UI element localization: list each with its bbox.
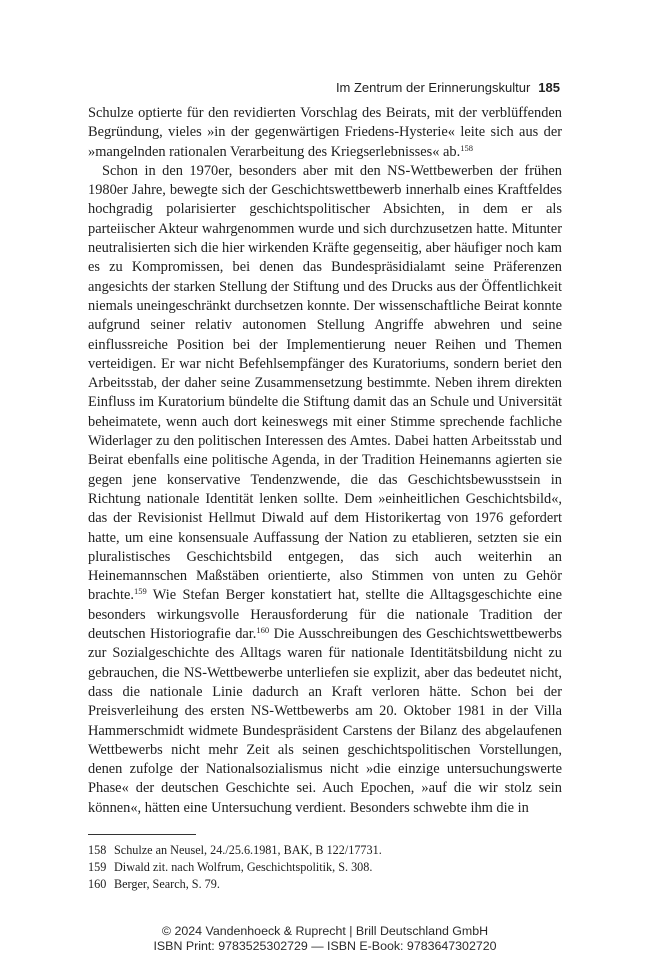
footnote [88, 876, 562, 893]
footnote [88, 859, 562, 876]
footnotes [88, 842, 562, 893]
footnote-number: 159 [88, 860, 107, 874]
footnote-ref-159: 159 [133, 586, 147, 597]
footnote-number: 160 [88, 877, 107, 891]
paragraph-1 [88, 104, 562, 162]
footnote-text: Berger, Search, S. 79. [114, 877, 220, 891]
paragraph-2 [88, 162, 562, 818]
paragraph-text: Wie Stefan Berger konstatiert hat, stellte die Alltagsgeschichte eine besonders wirkungsvolle Herausforderung für die nationale Tradition der deutschen Historiografie dar. [88, 587, 562, 643]
footnote-text: Schulze an Neusel, 24./25.6.1981, BAK, B 122/17731. [114, 843, 382, 857]
isbn-line: ISBN Print: 9783525302729 — ISBN E-Book: 9783647302720 [153, 939, 497, 953]
footnote-divider [88, 834, 196, 835]
page-number: 185 [538, 80, 560, 95]
running-title: Im Zentrum der Erinnerungskultur [335, 80, 531, 95]
footnote-text: Diwald zit. nach Wolfrum, Geschichtspolitik, S. 308. [114, 860, 373, 874]
footnote-ref-160: 160 [256, 625, 270, 636]
footnote-number: 158 [88, 843, 107, 857]
paragraph-text: Schulze optierte für den revidierten Vorschlag des Beirats, mit der verblüffenden Begründung, vieles »in der gegenwärtigen Friedens-Hysterie« leite sich aus der »mangelnden rationalen Verarbeitung des Kriegserlebnisses« ab. [88, 105, 562, 160]
copyright-line: © 2024 Vandenhoeck & Ruprecht | Brill Deutschland GmbH [161, 924, 489, 938]
paragraph-text: Die Ausschreibungen des Geschichtswettbewerbs zur Sozialgeschichte des Alltags waren für nationale Identitätsbildung nicht zu gebrauchen, die NS-Wettbewerbe unterliefen sie explizit, aber das bedeutet nicht, dass die nationale Linie dadurch an Kraft verloren hätte. Schon bei der Preisverleihung des ersten NS-Wettbewerbs am 20. Oktober 1981 in der Villa Hammerschmidt widmete Bundespräsident Carstens der Bilanz des abgelaufenen Wettbewerbs nicht mehr Zeit als seinen geschichtspolitischen Vorstellungen, denen zufolge der Nationalsozialismus nicht »die einzige untersuchungswerte Phase« der deutschen Geschichte sei. Auch Epochen, »auf die wir stolz sein können«, hätten eine Untersuchung verdient. Besonders schwebte ihm die in [88, 626, 563, 816]
copyright-footer [0, 924, 650, 954]
main-text [88, 104, 562, 818]
footnote [88, 842, 562, 859]
paragraph-text: Schon in den 1970er, besonders aber mit den NS-Wettbewerben der frühen 1980er Jahre, bewegte sich der Geschichtswettbewerb innerhalb eines Kraftfeldes hochgradig polarisierter geschichtspolitischer Absichten, in dem er als parteiischer Akteur wahrgenommen wurde und sich durchzusetzen hatte. Mitunter neutralisierten sich die hier wirkenden Kräfte gegenseitig, aber häufiger noch kam es zu Kompromissen, bei denen das Bundespräsidialamt seine Präferenzen angesichts der starken Stellung der Stiftung und des Drucks aus der Öffentlichkeit niemals uneingeschränkt durchsetzen konnte. Der wissenschaftliche Beirat konnte aufgrund seiner relativ autonomen Stellung Angriffe abwehren und seine einflussreiche Position bei der Implementierung neuer Reihen und Themen verteidigen. Er war nicht Befehlsempfänger des Kuratoriums, sondern beriet den Arbeitsstab, der daher seine Zusammensetzung bestimmte. Neben ihrem direkten Einfluss im Kuratorium bündelte die Stiftung damit das an Schule und Universität beheimatete, wenn auch dort keineswegs mit einer Stimme sprechende fachliche Widerlager zu den politischen Interessen des Amtes. Dabei hatten Arbeitsstab und Beirat ebenfalls eine politische Agenda, in der Tradition Heinemanns agierten sie gegen jene konservative Tendenzwende, die das Geschichtsbewusstsein in Richtung nationale Identität lenken sollte. Dem »einheitlichen Geschichtsbild«, das der Revisionist Hellmut Diwald auf dem Historikertag von 1976 gefordert hatte, um eine konsensuale Auffassung der Nation zu etablieren, setzten sie ein pluralistisches Geschichtsbild entgegen, das sich auch weiterhin an Heinemannschen Maßstäben orientierte, also Stimmen von unten zu Gehör brachte. [88, 162, 562, 604]
running-header [336, 80, 560, 95]
footnote-ref-158: 158 [460, 142, 473, 153]
